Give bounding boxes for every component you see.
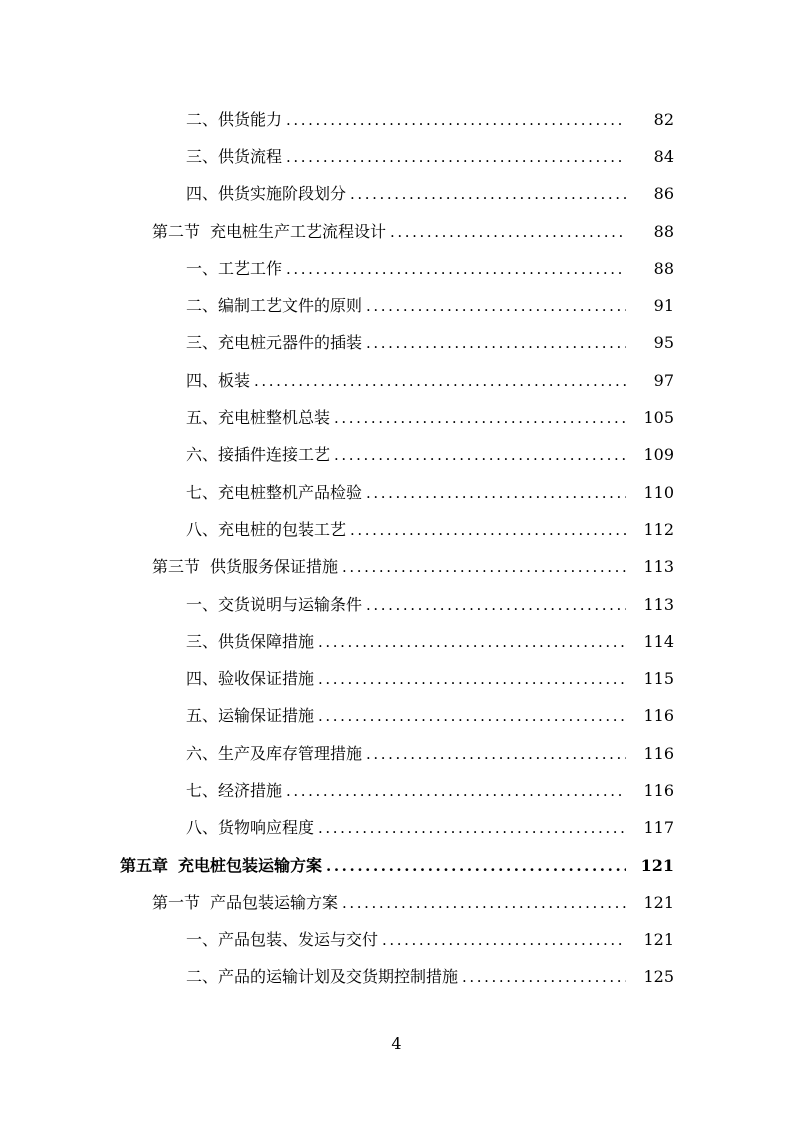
toc-dot-leader (254, 371, 626, 391)
toc-entry[interactable] (0, 549, 793, 586)
toc-entry-number: 第五章 (120, 855, 169, 875)
toc-dot-leader (318, 669, 626, 689)
toc-entry-title (152, 222, 390, 242)
toc-page-number: 125 (643, 967, 674, 987)
toc-entry[interactable] (0, 698, 793, 735)
toc-dot-leader (318, 706, 626, 726)
toc-entry-label: 三、充电桩元器件的插装 (186, 333, 363, 353)
toc-entry-title (186, 595, 366, 615)
toc-entry-title (186, 483, 366, 503)
toc-entry-title (186, 333, 366, 353)
toc-entry-title (186, 296, 366, 316)
table-of-contents (0, 101, 793, 996)
toc-page-number: 121 (643, 892, 674, 912)
toc-page-number: 105 (643, 408, 674, 428)
toc-page-number: 86 (653, 184, 674, 204)
toc-entry-title (186, 669, 318, 689)
toc-page-number: 117 (643, 818, 674, 838)
toc-dot-leader (350, 520, 626, 540)
toc-entry-title (186, 818, 318, 838)
toc-entry[interactable] (0, 959, 793, 996)
toc-entry-title (186, 744, 366, 764)
toc-dot-leader (286, 110, 626, 130)
toc-entry-title (120, 856, 326, 876)
toc-page-number: 115 (643, 669, 674, 689)
toc-entry-label: 七、经济措施 (186, 780, 283, 800)
toc-entry-label: 二、产品的运输计划及交货期控制措施 (186, 967, 459, 987)
toc-entry[interactable] (0, 884, 793, 921)
toc-dot-leader (462, 967, 626, 987)
toc-entry[interactable] (0, 399, 793, 436)
toc-page-number: 109 (643, 445, 674, 465)
toc-page-number: 116 (643, 743, 674, 763)
toc-entry[interactable] (0, 511, 793, 548)
toc-page-number: 113 (643, 557, 674, 577)
toc-entry-label: 七、充电桩整机产品检验 (186, 482, 363, 502)
toc-entry-title (186, 147, 286, 167)
toc-entry-label: 六、接插件连接工艺 (186, 445, 331, 465)
toc-entry[interactable] (0, 325, 793, 362)
toc-dot-leader (342, 893, 626, 913)
toc-page-number: 114 (643, 631, 674, 651)
toc-entry-label: 充电桩生产工艺流程设计 (210, 221, 387, 241)
toc-entry[interactable] (0, 735, 793, 772)
toc-entry-label: 三、供货保障措施 (186, 631, 315, 651)
toc-entry[interactable] (0, 922, 793, 959)
toc-entry-label: 二、编制工艺文件的原则 (186, 296, 363, 316)
toc-page-number: 95 (653, 333, 674, 353)
toc-entry-label: 五、充电桩整机总装 (186, 408, 331, 428)
toc-entry-label: 四、板装 (186, 370, 251, 390)
toc-dot-leader (286, 781, 626, 801)
toc-dot-leader (286, 147, 626, 167)
toc-entry-label: 三、供货流程 (186, 146, 283, 166)
toc-dot-leader (366, 296, 626, 316)
toc-entry-title (186, 520, 350, 540)
toc-dot-leader (366, 483, 626, 503)
toc-page-number: 113 (643, 594, 674, 614)
toc-page-number: 110 (643, 482, 674, 502)
toc-page-number: 91 (653, 296, 674, 316)
toc-entry-title (186, 371, 254, 391)
toc-entry-title (186, 445, 334, 465)
toc-entry[interactable] (0, 623, 793, 660)
toc-page-number: 116 (643, 780, 674, 800)
toc-entry[interactable] (0, 772, 793, 809)
toc-entry[interactable] (0, 287, 793, 324)
toc-dot-leader (366, 744, 626, 764)
toc-page-number: 112 (643, 519, 674, 539)
toc-page-number: 97 (653, 370, 674, 390)
toc-dot-leader (382, 930, 626, 950)
toc-entry-label: 产品包装运输方案 (210, 892, 339, 912)
toc-entry[interactable] (0, 437, 793, 474)
toc-entry[interactable] (0, 810, 793, 847)
toc-entry[interactable] (0, 101, 793, 138)
toc-entry-title (186, 781, 286, 801)
toc-page-number: 82 (653, 109, 674, 129)
toc-entry-label: 充电桩包装运输方案 (178, 855, 323, 875)
toc-entry-number: 第一节 (152, 892, 201, 912)
toc-entry-label: 一、工艺工作 (186, 258, 283, 278)
toc-entry-label: 八、充电桩的包装工艺 (186, 519, 347, 539)
toc-page-number: 121 (640, 855, 674, 875)
toc-entry-label: 六、生产及库存管理措施 (186, 743, 363, 763)
toc-entry-number: 第三节 (152, 557, 201, 577)
toc-entry[interactable] (0, 176, 793, 213)
toc-entry-title (186, 259, 286, 279)
toc-dot-leader (286, 259, 626, 279)
toc-page-number: 121 (643, 930, 674, 950)
toc-entry[interactable] (0, 362, 793, 399)
toc-entry-title (186, 632, 318, 652)
toc-entry-title (186, 706, 318, 726)
toc-entry[interactable] (0, 586, 793, 623)
toc-dot-leader (366, 595, 626, 615)
toc-page-number: 116 (643, 706, 674, 726)
toc-entry-label: 二、供货能力 (186, 109, 283, 129)
toc-dot-leader (342, 557, 626, 577)
toc-page-number: 88 (653, 221, 674, 241)
toc-entry[interactable] (0, 660, 793, 697)
toc-entry-number: 第二节 (152, 221, 201, 241)
toc-entry-label: 一、交货说明与运输条件 (186, 594, 363, 614)
toc-entry[interactable] (0, 213, 793, 250)
toc-entry-label: 五、运输保证措施 (186, 706, 315, 726)
toc-entry-title (186, 967, 462, 987)
toc-entry[interactable] (0, 847, 793, 884)
toc-entry-label: 供货服务保证措施 (210, 557, 339, 577)
toc-entry-label: 四、验收保证措施 (186, 669, 315, 689)
toc-dot-leader (318, 818, 626, 838)
toc-entry-label: 八、货物响应程度 (186, 818, 315, 838)
toc-page-number: 84 (653, 146, 674, 166)
toc-entry-title (186, 184, 350, 204)
toc-page-number: 88 (653, 258, 674, 278)
toc-entry-title (186, 110, 286, 130)
page-number: 4 (391, 1034, 402, 1053)
toc-entry[interactable] (0, 474, 793, 511)
toc-entry[interactable] (0, 138, 793, 175)
toc-dot-leader (350, 184, 626, 204)
toc-dot-leader (390, 222, 626, 242)
toc-dot-leader (326, 856, 626, 876)
toc-dot-leader (334, 445, 626, 465)
toc-entry-title (186, 930, 382, 950)
toc-entry-title (186, 408, 334, 428)
toc-dot-leader (334, 408, 626, 428)
toc-dot-leader (318, 632, 626, 652)
toc-dot-leader (366, 333, 626, 353)
toc-entry-label: 四、供货实施阶段划分 (186, 184, 347, 204)
toc-entry-title (152, 557, 342, 577)
toc-entry-label: 一、产品包装、发运与交付 (186, 930, 379, 950)
toc-entry[interactable] (0, 250, 793, 287)
toc-entry-title (152, 893, 342, 913)
